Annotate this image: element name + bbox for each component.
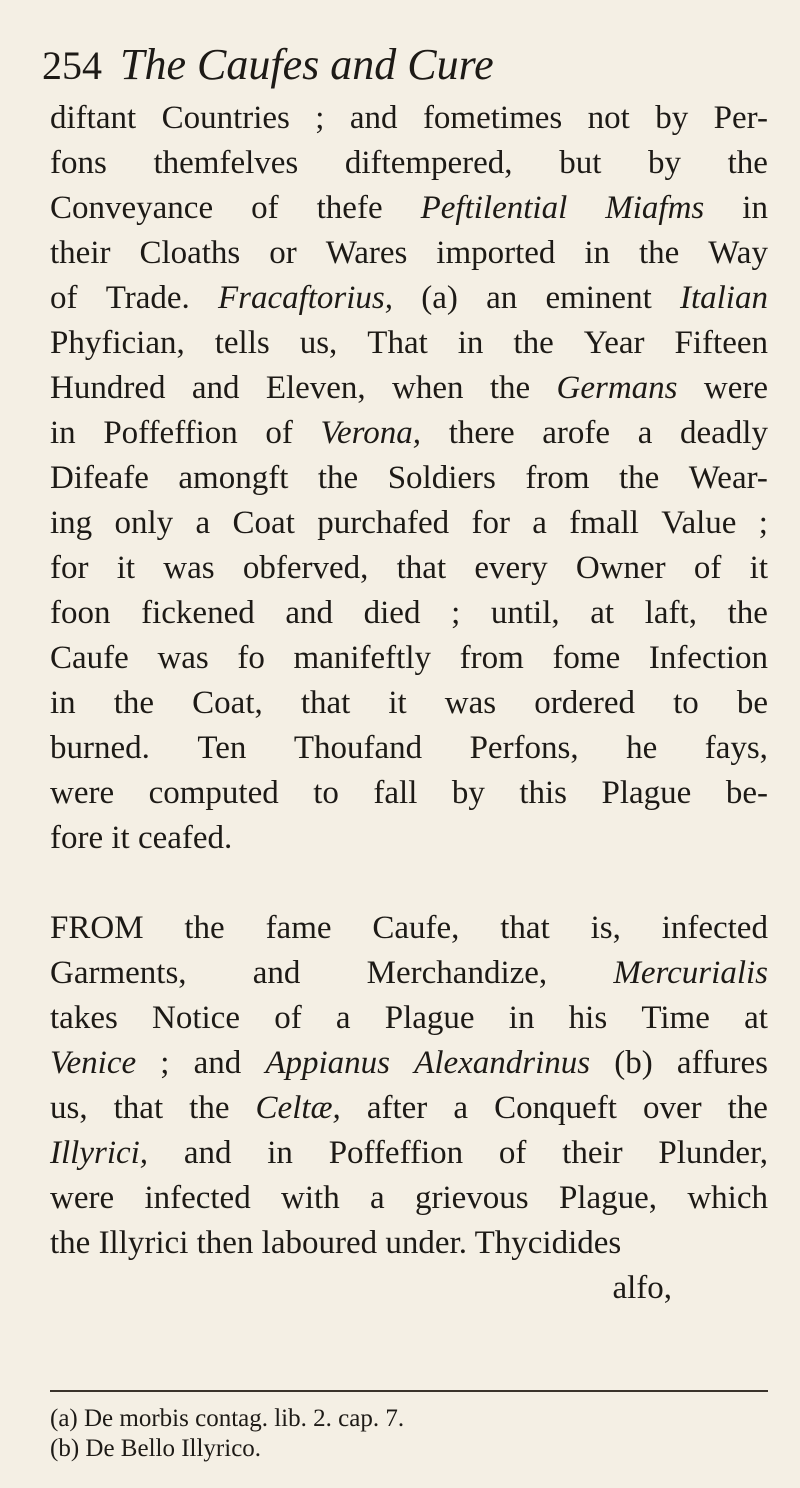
word: fometimes <box>422 100 563 136</box>
word: Cloaths <box>139 235 241 271</box>
word: is, <box>590 910 621 946</box>
word: Fracaftorius, <box>217 280 394 316</box>
word: of <box>251 190 279 226</box>
text-line <box>50 186 768 231</box>
word: and <box>193 1045 242 1081</box>
word: Ten <box>197 730 247 766</box>
word: Garments, <box>50 955 187 991</box>
text-line <box>50 816 768 861</box>
word: of <box>265 415 293 451</box>
word: be- <box>725 775 768 811</box>
word: Phyfician, <box>50 325 185 361</box>
word: but <box>559 145 602 181</box>
word: with <box>281 1180 340 1216</box>
footnote-a: (a) De morbis contag. lib. 2. cap. 7. <box>50 1405 405 1432</box>
word: ing <box>50 505 93 541</box>
word: the <box>727 595 768 631</box>
word: Difeafe <box>50 460 149 496</box>
footnotes <box>50 1404 768 1464</box>
word: when <box>392 370 464 406</box>
body-text <box>50 96 768 1311</box>
word: ; <box>758 505 768 541</box>
word: were <box>50 775 115 811</box>
word: in <box>50 685 76 721</box>
word: Mercurialis <box>613 955 768 991</box>
word: a <box>370 1180 385 1216</box>
word: Trade. <box>105 280 190 316</box>
word: a <box>532 505 547 541</box>
word: it <box>749 550 768 586</box>
word: Conqueft <box>494 1090 617 1126</box>
word: in <box>267 1135 293 1171</box>
word: the <box>639 235 680 271</box>
word: diftant <box>50 100 137 136</box>
word: fome <box>552 640 621 676</box>
word: That <box>367 325 428 361</box>
word: FROM <box>50 910 144 946</box>
word: of <box>274 1000 302 1036</box>
word: purchafed <box>317 505 450 541</box>
word: imported <box>436 235 556 271</box>
word: foon <box>50 595 111 631</box>
word: his <box>568 1000 608 1036</box>
word: computed <box>148 775 279 811</box>
word: Peftilential <box>420 190 568 226</box>
word: Conveyance <box>50 190 214 226</box>
word: died <box>363 595 421 631</box>
word: every <box>474 550 548 586</box>
word: only <box>114 505 174 541</box>
text-line-content: the Illyrici then laboured under. Thycidides <box>50 1225 622 1261</box>
word: a <box>453 1090 469 1126</box>
word: Coat, <box>192 685 263 721</box>
word: a <box>195 505 211 541</box>
word: Hundred <box>50 370 166 406</box>
text-line <box>50 726 768 771</box>
word: tells <box>214 325 270 361</box>
word: Celtæ, <box>255 1090 341 1126</box>
word: Perfons, <box>469 730 579 766</box>
footnote-rule <box>50 1390 768 1392</box>
word: ; <box>451 595 461 631</box>
word: an <box>486 280 518 316</box>
catchword-line <box>50 1266 768 1311</box>
text-line <box>50 681 768 726</box>
text-line <box>50 141 768 186</box>
word: the <box>317 460 359 496</box>
word: Eleven, <box>265 370 366 406</box>
word: Merchandize, <box>366 955 548 991</box>
word: burned. <box>50 730 150 766</box>
word: ; <box>315 100 325 136</box>
word: in <box>584 235 611 271</box>
word: Caufe <box>50 640 129 676</box>
word: for <box>471 505 510 541</box>
word: Wares <box>325 235 408 271</box>
word: that <box>300 685 351 721</box>
word: grievous <box>414 1180 529 1216</box>
word: Alexandrinus <box>414 1045 591 1081</box>
word: laft, <box>644 595 697 631</box>
text-line <box>50 636 768 681</box>
text-line <box>50 1221 768 1266</box>
word: was <box>163 550 215 586</box>
word: Plague <box>384 1000 475 1036</box>
text-line <box>50 1041 768 1086</box>
word: Caufe, <box>372 910 460 946</box>
word: after <box>366 1090 428 1126</box>
word: fmall <box>569 505 639 541</box>
word: of <box>693 550 722 586</box>
word: from <box>459 640 524 676</box>
page-header <box>42 38 762 92</box>
word: and <box>349 100 398 136</box>
word: fickened <box>141 595 255 631</box>
word: by <box>655 100 689 136</box>
running-title: The Caufes and Cure <box>120 40 494 89</box>
word: Time <box>641 1000 710 1036</box>
text-line <box>50 906 768 951</box>
word: and <box>183 1135 232 1171</box>
word: Germans <box>556 370 678 406</box>
word: at <box>590 595 615 631</box>
word: infected <box>661 910 768 946</box>
word: and <box>252 955 301 991</box>
word: Italian <box>679 280 768 316</box>
word: fo <box>237 640 265 676</box>
word: which <box>687 1180 768 1216</box>
word: of <box>498 1135 527 1171</box>
word: was <box>157 640 209 676</box>
word: the <box>727 1090 768 1126</box>
word: takes <box>50 1000 118 1036</box>
text-line <box>50 771 768 816</box>
word: Soldiers <box>387 460 496 496</box>
word: fame <box>265 910 332 946</box>
text-line <box>50 546 768 591</box>
word: Way <box>708 235 768 271</box>
word: the <box>727 145 768 181</box>
text-line <box>50 231 768 276</box>
footnote-b: (b) De Bello Illyrico. <box>50 1435 262 1462</box>
word: by <box>647 145 681 181</box>
word: in <box>457 325 484 361</box>
word: deadly <box>680 415 768 451</box>
paragraph-2 <box>50 906 768 1266</box>
word: he <box>626 730 658 766</box>
word: the <box>113 685 155 721</box>
word: their <box>562 1135 623 1171</box>
text-line <box>50 1086 768 1131</box>
word: that <box>113 1090 164 1126</box>
word: a <box>637 415 653 451</box>
text-line <box>50 591 768 636</box>
word: Wear- <box>688 460 768 496</box>
word: the <box>513 325 554 361</box>
word: Value <box>661 505 737 541</box>
word: (a) <box>421 280 458 316</box>
word: Plague <box>601 775 692 811</box>
word: of <box>50 280 78 316</box>
text-line <box>50 951 768 996</box>
word: to <box>313 775 339 811</box>
word: (b) <box>614 1045 653 1081</box>
word: diftempered, <box>344 145 513 181</box>
word: there <box>448 415 515 451</box>
word: thefe <box>316 190 383 226</box>
word: were <box>50 1180 115 1216</box>
word: themfelves <box>153 145 299 181</box>
word: Verona, <box>320 415 422 451</box>
word: Coat <box>232 505 295 541</box>
text-line <box>50 96 768 141</box>
word: be <box>736 685 768 721</box>
word: Plague, <box>558 1180 658 1216</box>
text-line <box>50 366 768 411</box>
word: to <box>673 685 699 721</box>
word: Plunder, <box>658 1135 768 1171</box>
text-line <box>50 411 768 456</box>
word: Illyrici, <box>50 1135 149 1171</box>
word: arofe <box>542 415 611 451</box>
word: Owner <box>575 550 666 586</box>
text-line <box>50 276 768 321</box>
word: Venice <box>50 1045 137 1081</box>
word: Poffeffion <box>103 415 238 451</box>
page-number: 254 <box>42 43 102 88</box>
word: Notice <box>152 1000 240 1036</box>
text-line-content: fore it ceafed. <box>50 820 233 856</box>
word: ordered <box>534 685 635 721</box>
paragraph-1 <box>50 96 768 861</box>
text-line <box>50 321 768 366</box>
word: at <box>744 1000 768 1036</box>
word: in <box>742 190 768 226</box>
word: the <box>184 910 225 946</box>
word: a <box>335 1000 351 1036</box>
word: and <box>285 595 334 631</box>
word: eminent <box>545 280 652 316</box>
word: this <box>519 775 568 811</box>
word: in <box>50 415 76 451</box>
word: Poffeffion <box>328 1135 464 1171</box>
word: Appianus <box>265 1045 391 1081</box>
word: Miafms <box>605 190 705 226</box>
word: fall <box>373 775 418 811</box>
word: Fifteen <box>674 325 768 361</box>
word: the <box>489 370 531 406</box>
word: their <box>50 235 111 271</box>
word: by <box>451 775 485 811</box>
word: Per- <box>713 100 768 136</box>
word: Year <box>583 325 645 361</box>
word: infected <box>144 1180 251 1216</box>
word: manifeftly <box>293 640 431 676</box>
word: it <box>388 685 407 721</box>
text-line <box>50 996 768 1041</box>
text-line <box>50 1176 768 1221</box>
word: us, <box>299 325 338 361</box>
word: obferved, <box>242 550 369 586</box>
word: affures <box>676 1045 768 1081</box>
word: or <box>269 235 297 271</box>
word: it <box>116 550 136 586</box>
word: the <box>618 460 660 496</box>
text-line <box>50 456 768 501</box>
paragraph-gap <box>50 861 768 906</box>
word: fays, <box>704 730 768 766</box>
word: over <box>642 1090 702 1126</box>
catchword: alfo, <box>612 1270 672 1306</box>
word: Infection <box>648 640 768 676</box>
word: and <box>191 370 240 406</box>
word: was <box>444 685 497 721</box>
word: that <box>396 550 447 586</box>
word: were <box>703 370 768 406</box>
text-line <box>50 1131 768 1176</box>
word: in <box>508 1000 535 1036</box>
word: the <box>189 1090 230 1126</box>
word: Countries <box>161 100 290 136</box>
word: not <box>587 100 630 136</box>
text-line <box>50 501 768 546</box>
word: until, <box>490 595 560 631</box>
word: that <box>500 910 550 946</box>
word: Thoufand <box>293 730 423 766</box>
word: from <box>525 460 590 496</box>
word: ; <box>160 1045 170 1081</box>
word: amongft <box>178 460 289 496</box>
word: us, <box>50 1090 88 1126</box>
word: for <box>50 550 89 586</box>
word: fons <box>50 145 107 181</box>
